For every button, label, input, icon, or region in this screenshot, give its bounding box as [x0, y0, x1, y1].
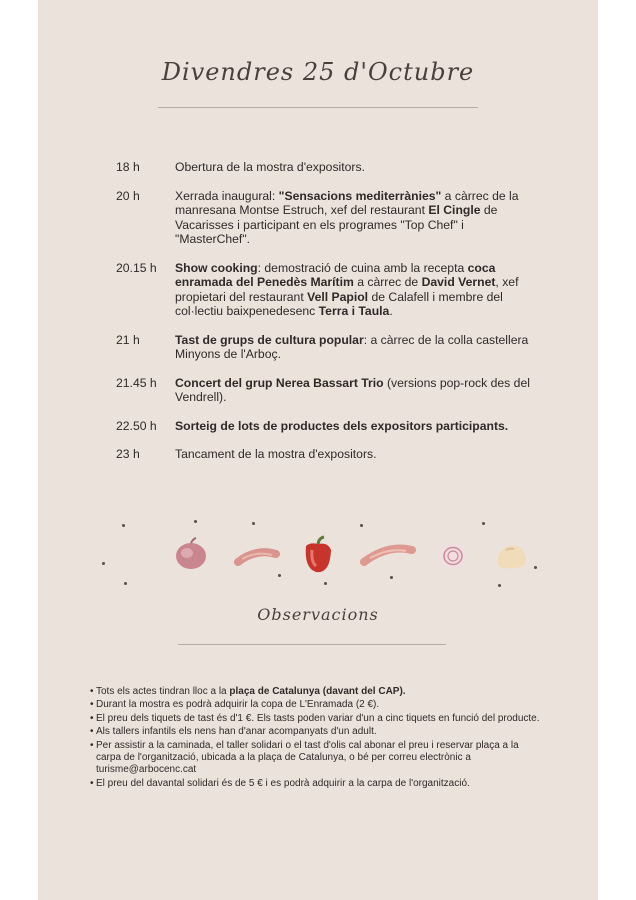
decor-dot: [390, 576, 393, 579]
observation-text: [96, 699, 540, 711]
observation-item: [90, 699, 540, 711]
text-segment: de Vacarisses i participant en els programes "Top Chef" i "MasterChef".: [175, 203, 498, 246]
text-segment: Tots els actes tindran lloc a la: [96, 686, 230, 697]
decor-dot: [122, 524, 125, 527]
observations-divider: [178, 644, 446, 645]
schedule-time: 20.15 h: [116, 260, 157, 275]
illustration-strip: [98, 510, 538, 590]
bullet-icon: •: [90, 739, 94, 751]
text-segment: a càrrec de la manresana Montse Estruch, xef del restaurant: [175, 188, 519, 217]
observations-list: [90, 686, 540, 791]
observation-text: [96, 726, 540, 738]
bold-text: Sorteig de lots de productes dels expositors participants.: [175, 418, 509, 433]
schedule-description: [175, 333, 536, 362]
schedule-time: 21.45 h: [116, 375, 157, 390]
observation-text: [96, 713, 540, 725]
text-segment: Durant la mostra es podrà adquirir la copa de L'Enramada (2 €).: [96, 699, 380, 711]
bullet-icon: •: [90, 686, 94, 697]
observation-item: [90, 686, 540, 698]
bold-text: Vell Papiol: [307, 289, 369, 304]
garlic-icon: [494, 540, 530, 572]
decor-dot: [102, 562, 105, 565]
bold-text: Tast de grups de cultura popular: [175, 332, 364, 347]
schedule-row: [116, 261, 536, 319]
decor-dot: [194, 520, 197, 523]
text-segment: Obertura de la mostra d'expositors.: [175, 160, 365, 174]
text-segment: Per assistir a la caminada, el taller solidari o el tast d'olis cal abonar el preu i reservar plaça a la carpa de l'organització, ubicada a la plaça de Catalunya, o bé per correu electrònic a turisme@arbocenc.cat: [96, 739, 519, 776]
observations-title: Observacions: [257, 605, 379, 624]
schedule-time: 18 h: [116, 160, 140, 174]
schedule-row: [116, 419, 536, 434]
bold-text: Terra i Taula: [318, 304, 390, 318]
schedule-time: 22.50 h: [116, 418, 157, 433]
observation-item: [90, 778, 540, 790]
bullet-icon: •: [90, 699, 94, 711]
schedule-row: [116, 376, 536, 405]
decor-dot: [498, 584, 501, 587]
text-segment: (versions pop-rock des del Vendrell).: [175, 375, 530, 404]
text-segment: : a càrrec de la colla castellera Minyons de l'Arboç.: [175, 332, 529, 361]
onion-icon: [172, 536, 210, 572]
bold-text: David Vernet: [421, 275, 496, 289]
decor-dot: [360, 524, 363, 527]
bullet-icon: •: [90, 712, 94, 724]
observation-text: [96, 778, 540, 790]
bold-text: coca enramada del Penedès Marítim: [175, 260, 496, 289]
schedule-description: [175, 160, 536, 175]
page: [38, 0, 598, 900]
schedule-description: [175, 189, 536, 247]
schedule-time: 23 h: [116, 447, 140, 461]
observation-item: [90, 713, 540, 725]
red-pepper-icon: [300, 534, 336, 576]
bold-text: Show cooking: [175, 260, 258, 275]
text-segment: , xef propietari del restaurant: [175, 275, 519, 304]
white-onion-icon: [436, 538, 470, 572]
schedule-row: [116, 447, 536, 462]
text-segment: de Calafell i membre del col·lectiu baixpenedesenc: [175, 289, 503, 318]
sausage-icon: [360, 540, 416, 568]
text-segment: Als tallers infantils els nens han d'anar acompanyats d'un adult.: [96, 726, 377, 738]
schedule-description: [175, 376, 536, 405]
decor-dot: [252, 522, 255, 525]
text-segment: El preu dels tiquets de tast és d'1 €. Els tasts poden variar d'un a cinc tiquets en funció del producte.: [96, 712, 540, 724]
bold-text: plaça de Catalunya (davant del CAP).: [229, 686, 406, 697]
text-segment: a càrrec de: [353, 275, 422, 289]
text-segment: El preu del davantal solidari és de 5 € i es podrà adquirir a la carpa de l'organització.: [96, 777, 470, 789]
schedule-time: 20 h: [116, 188, 140, 203]
schedule-row: [116, 160, 536, 175]
bullet-icon: •: [90, 777, 94, 789]
observation-item: [90, 726, 540, 738]
decor-dot: [534, 566, 537, 569]
schedule-row: [116, 189, 536, 247]
text-segment: : demostració de cuina amb la recepta: [257, 260, 468, 275]
observation-text: [96, 740, 540, 777]
schedule-row: [116, 333, 536, 362]
decor-dot: [482, 522, 485, 525]
title-divider: [158, 107, 478, 108]
bold-text: El Cingle: [428, 203, 481, 217]
schedule-list: [116, 160, 536, 476]
sausage-icon: [234, 546, 280, 568]
decor-dot: [324, 582, 327, 585]
bullet-icon: •: [90, 726, 94, 738]
page-title: Divendres 25 d'Octubre: [161, 58, 475, 86]
text-segment: Xerrada inaugural:: [175, 188, 279, 203]
observation-text: [96, 686, 540, 698]
schedule-description: [175, 419, 536, 434]
schedule-description: [175, 447, 536, 462]
schedule-time: 21 h: [116, 332, 140, 347]
decor-dot: [278, 574, 281, 577]
schedule-description: [175, 261, 536, 319]
text-segment: Tancament de la mostra d'expositors.: [175, 447, 377, 461]
decor-dot: [124, 582, 127, 585]
bold-text: "Sensacions mediterrànies": [278, 188, 442, 203]
text-segment: .: [389, 304, 393, 318]
bold-text: Concert del grup Nerea Bassart Trio: [175, 375, 384, 390]
observation-item: [90, 740, 540, 777]
